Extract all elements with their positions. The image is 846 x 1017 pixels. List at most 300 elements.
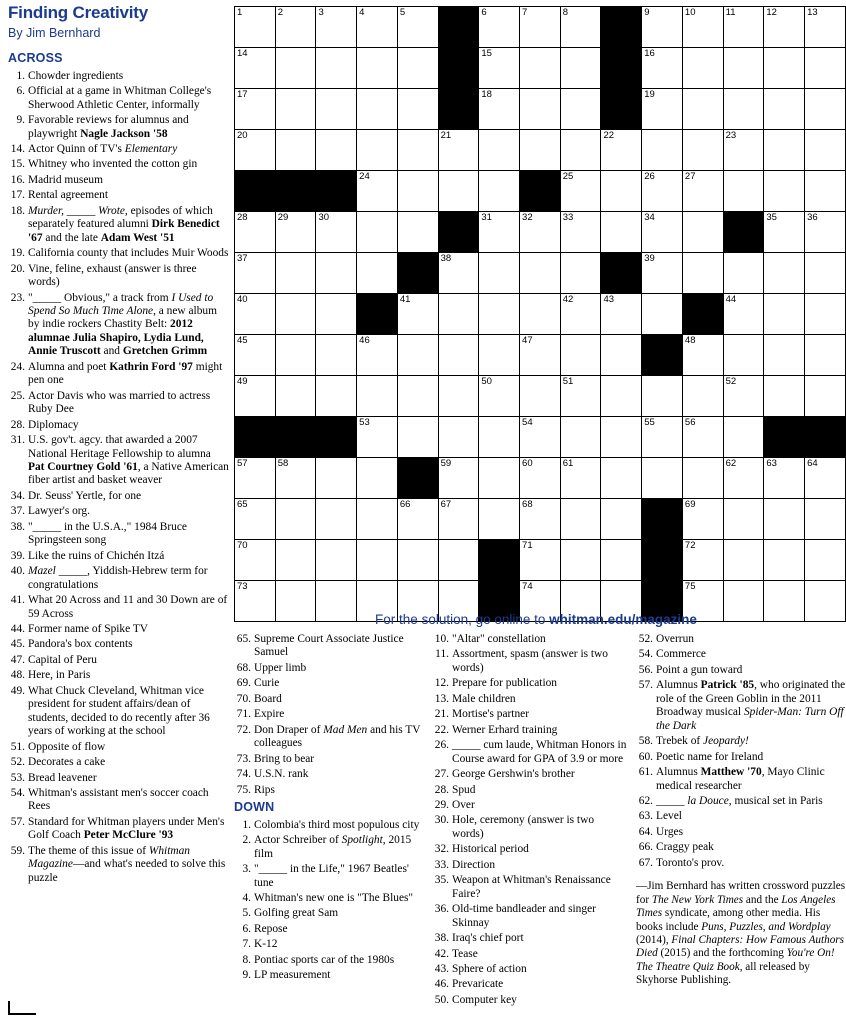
grid-cell[interactable]	[723, 171, 764, 212]
grid-cell[interactable]	[397, 212, 438, 253]
clue-item	[8, 143, 230, 156]
grid-cell[interactable]	[805, 335, 846, 376]
grid-row	[235, 417, 846, 458]
grid-cell[interactable]	[805, 48, 846, 89]
clue-item	[432, 799, 628, 812]
grid-cell[interactable]	[642, 7, 683, 48]
clue-number: 27.	[434, 768, 449, 781]
grid-cell[interactable]	[520, 130, 561, 171]
clue-text: Repose	[254, 922, 288, 935]
grid-cell-blocked	[316, 417, 357, 458]
grid-row	[235, 130, 846, 171]
grid-cell[interactable]	[601, 540, 642, 581]
grid-cell[interactable]	[479, 171, 520, 212]
clue-item	[234, 724, 424, 751]
grid-cell[interactable]	[397, 48, 438, 89]
grid-cell-number: 38	[440, 253, 452, 264]
grid-cell[interactable]	[764, 294, 805, 335]
grid-cell-number: 37	[237, 253, 248, 264]
clue-text: Curie	[254, 677, 280, 690]
clue-text: Craggy peak	[656, 841, 714, 854]
grid-cell[interactable]	[520, 458, 561, 499]
grid-cell[interactable]	[723, 89, 764, 130]
grid-cell[interactable]	[642, 376, 683, 417]
clue-item	[8, 816, 230, 843]
grid-cell[interactable]	[438, 130, 479, 171]
clue-number: 38.	[10, 520, 25, 533]
grid-cell[interactable]	[601, 171, 642, 212]
clue-number: 60.	[638, 750, 653, 763]
grid-cell[interactable]	[723, 376, 764, 417]
grid-cell[interactable]	[235, 294, 276, 335]
grid-cell[interactable]	[560, 499, 601, 540]
grid-cell[interactable]	[275, 458, 316, 499]
grid-cell-number: 42	[562, 294, 574, 305]
clue-number: 59.	[10, 844, 25, 857]
grid-cell[interactable]	[438, 335, 479, 376]
grid-cell[interactable]	[560, 335, 601, 376]
grid-cell[interactable]	[275, 335, 316, 376]
grid-cell[interactable]	[479, 294, 520, 335]
clue-item	[636, 735, 846, 748]
grid-cell[interactable]	[520, 7, 561, 48]
grid-cell[interactable]	[682, 499, 723, 540]
grid-cell[interactable]	[316, 294, 357, 335]
grid-cell[interactable]	[357, 253, 398, 294]
byline: By Jim Bernhard	[8, 25, 101, 40]
grid-cell[interactable]	[642, 171, 683, 212]
grid-cell[interactable]	[316, 458, 357, 499]
clue-text: Historical period	[452, 843, 529, 856]
grid-cell[interactable]	[357, 417, 398, 458]
grid-cell[interactable]	[520, 499, 561, 540]
grid-cell-number: 12	[766, 7, 777, 18]
grid-cell-number: 16	[644, 48, 655, 59]
grid-cell-number: 43	[603, 294, 615, 305]
grid-cell[interactable]	[682, 335, 723, 376]
grid-cell[interactable]	[316, 499, 357, 540]
grid-cell[interactable]	[560, 48, 601, 89]
grid-cell[interactable]	[805, 7, 846, 48]
grid-cell[interactable]	[723, 458, 764, 499]
grid-cell[interactable]	[520, 253, 561, 294]
clue-number: 71.	[236, 708, 251, 721]
grid-cell[interactable]	[520, 540, 561, 581]
clue-text: Poetic name for Ireland	[656, 750, 764, 763]
grid-cell-blocked	[642, 499, 683, 540]
clue-number: 57.	[638, 679, 653, 692]
grid-cell[interactable]	[764, 376, 805, 417]
grid-cell[interactable]	[479, 417, 520, 458]
grid-cell[interactable]	[357, 335, 398, 376]
grid-cell[interactable]	[520, 294, 561, 335]
grid-cell[interactable]	[397, 417, 438, 458]
grid-cell[interactable]	[235, 376, 276, 417]
grid-cell[interactable]	[275, 253, 316, 294]
clue-item	[432, 677, 628, 690]
grid-cell[interactable]	[275, 294, 316, 335]
grid-cell[interactable]	[479, 499, 520, 540]
clue-item	[8, 669, 230, 682]
clue-number: 29.	[434, 798, 449, 811]
grid-cell[interactable]	[560, 89, 601, 130]
clue-number: 31.	[10, 434, 25, 447]
grid-cell[interactable]	[520, 212, 561, 253]
grid-cell[interactable]	[805, 212, 846, 253]
grid-cell[interactable]	[601, 130, 642, 171]
grid-cell[interactable]	[560, 7, 601, 48]
grid-cell[interactable]	[357, 89, 398, 130]
grid-cell[interactable]	[357, 212, 398, 253]
grid-cell[interactable]	[764, 212, 805, 253]
clue-item	[234, 863, 424, 890]
grid-cell[interactable]	[764, 458, 805, 499]
grid-cell[interactable]	[764, 335, 805, 376]
grid-cell[interactable]	[682, 212, 723, 253]
clue-text: Rental agreement	[28, 189, 109, 202]
grid-cell[interactable]	[805, 171, 846, 212]
grid-cell[interactable]	[357, 48, 398, 89]
grid-cell[interactable]	[682, 130, 723, 171]
grid-cell[interactable]	[316, 335, 357, 376]
clue-item	[8, 70, 230, 83]
grid-cell[interactable]	[316, 130, 357, 171]
grid-cell[interactable]	[479, 130, 520, 171]
grid-cell[interactable]	[560, 458, 601, 499]
grid-cell-number: 34	[644, 212, 655, 223]
clue-number: 37.	[10, 505, 25, 518]
crossword-grid[interactable]	[234, 6, 846, 622]
grid-cell[interactable]	[805, 130, 846, 171]
clue-number: 70.	[236, 692, 251, 705]
grid-cell[interactable]	[642, 458, 683, 499]
clue-item	[8, 434, 230, 488]
grid-cell[interactable]	[438, 540, 479, 581]
clue-text: Capital of Peru	[28, 653, 97, 666]
grid-cell[interactable]	[682, 171, 723, 212]
clue-number: 35.	[434, 874, 449, 887]
grid-cell[interactable]	[357, 171, 398, 212]
clue-item	[636, 633, 846, 646]
grid-cell[interactable]	[560, 130, 601, 171]
grid-cell[interactable]	[601, 499, 642, 540]
grid-cell[interactable]	[764, 540, 805, 581]
grid-cell[interactable]	[805, 540, 846, 581]
clue-text: Like the ruins of Chichén Itzá	[28, 549, 165, 562]
grid-cell[interactable]	[479, 253, 520, 294]
grid-cell[interactable]	[805, 253, 846, 294]
clue-text: Sphere of action	[452, 962, 527, 975]
clue-item	[636, 841, 846, 854]
grid-cell[interactable]	[397, 335, 438, 376]
clue-list-down-1	[234, 819, 424, 983]
grid-cell[interactable]	[316, 253, 357, 294]
clue-number: 74.	[236, 768, 251, 781]
grid-cell[interactable]	[723, 294, 764, 335]
grid-cell[interactable]	[438, 294, 479, 335]
grid-cell[interactable]	[235, 499, 276, 540]
grid-cell[interactable]	[397, 171, 438, 212]
grid-cell[interactable]	[805, 294, 846, 335]
grid-cell[interactable]	[764, 130, 805, 171]
grid-cell-number: 62	[725, 458, 737, 469]
clue-text: Tease	[452, 947, 478, 960]
grid-cell[interactable]	[397, 376, 438, 417]
grid-cell[interactable]	[642, 89, 683, 130]
grid-cell[interactable]	[275, 376, 316, 417]
grid-cell[interactable]	[805, 89, 846, 130]
grid-cell-blocked	[601, 253, 642, 294]
clue-text: Old-time bandleader and singer Skinnay	[452, 903, 596, 929]
clue-item	[432, 859, 628, 872]
grid-cell[interactable]	[316, 376, 357, 417]
grid-cell[interactable]	[642, 417, 683, 458]
grid-cell[interactable]	[682, 7, 723, 48]
grid-cell[interactable]	[438, 376, 479, 417]
grid-cell[interactable]	[316, 540, 357, 581]
clue-text: Bring to bear	[254, 752, 315, 765]
grid-cell[interactable]	[235, 335, 276, 376]
grid-cell[interactable]	[560, 376, 601, 417]
clue-item	[8, 550, 230, 563]
grid-cell[interactable]	[805, 376, 846, 417]
grid-cell[interactable]	[520, 48, 561, 89]
grid-cell[interactable]	[397, 540, 438, 581]
grid-cell[interactable]	[682, 458, 723, 499]
clue-number: 7.	[242, 938, 251, 951]
clue-number: 5.	[242, 907, 251, 920]
grid-cell[interactable]	[560, 540, 601, 581]
clue-number: 3.	[242, 863, 251, 876]
clue-text: Over	[452, 798, 475, 811]
grid-cell[interactable]	[275, 48, 316, 89]
grid-cell[interactable]	[601, 294, 642, 335]
clue-number: 24.	[10, 360, 25, 373]
clue-number: 38.	[434, 932, 449, 945]
grid-cell[interactable]	[479, 7, 520, 48]
grid-cell[interactable]	[601, 335, 642, 376]
grid-cell[interactable]	[357, 130, 398, 171]
grid-cell-number: 3	[318, 7, 324, 18]
grid-cell-number: 40	[237, 294, 248, 305]
grid-cell[interactable]	[397, 89, 438, 130]
grid-cell[interactable]	[723, 540, 764, 581]
grid-cell[interactable]	[438, 171, 479, 212]
grid-cell-number: 27	[684, 171, 696, 182]
grid-cell-number: 64	[807, 458, 818, 469]
grid-cell[interactable]	[357, 540, 398, 581]
solution-note	[234, 612, 838, 627]
grid-cell[interactable]	[397, 130, 438, 171]
grid-row	[235, 499, 846, 540]
grid-cell[interactable]	[723, 48, 764, 89]
grid-cell[interactable]	[479, 89, 520, 130]
grid-cell[interactable]	[560, 253, 601, 294]
grid-cell[interactable]	[805, 458, 846, 499]
grid-row	[235, 212, 846, 253]
clue-number: 52.	[638, 633, 653, 645]
grid-cell-blocked	[235, 417, 276, 458]
clue-text: Alumnus Matthew '70, Mayo Clinic medical researcher	[656, 766, 825, 792]
grid-cell[interactable]	[764, 89, 805, 130]
grid-cell[interactable]	[235, 7, 276, 48]
clue-item	[234, 693, 424, 706]
grid-cell-number: 10	[684, 7, 696, 18]
grid-cell-number: 19	[644, 89, 655, 100]
clue-item	[432, 843, 628, 856]
grid-cell[interactable]	[357, 458, 398, 499]
grid-cell[interactable]	[357, 376, 398, 417]
grid-cell[interactable]	[601, 417, 642, 458]
clue-number: 39.	[10, 549, 25, 562]
grid-cell-blocked	[438, 48, 479, 89]
clue-text: Bread leavener	[28, 771, 97, 784]
clue-text: The theme of this issue of Whitman Magazine—and what's needed to solve this puzzle	[28, 844, 226, 884]
grid-cell[interactable]	[479, 335, 520, 376]
grid-cell[interactable]	[316, 212, 357, 253]
clue-text: Diplomacy	[28, 418, 79, 431]
grid-cell-number: 63	[766, 458, 777, 469]
clue-text: Spud	[452, 783, 476, 796]
grid-cell[interactable]	[275, 212, 316, 253]
grid-cell[interactable]	[642, 48, 683, 89]
grid-cell[interactable]	[642, 212, 683, 253]
grid-cell[interactable]	[764, 253, 805, 294]
grid-cell-number: 9	[644, 7, 650, 18]
clue-item	[8, 174, 230, 187]
grid-cell[interactable]	[682, 376, 723, 417]
clue-number: 2.	[242, 834, 251, 847]
grid-cell[interactable]	[723, 499, 764, 540]
grid-cell[interactable]	[438, 499, 479, 540]
clue-text: California county that includes Muir Woods	[28, 247, 229, 260]
grid-cell-number: 55	[644, 417, 655, 428]
grid-cell[interactable]	[520, 335, 561, 376]
clue-text: Alumna and poet Kathrin Ford '97 might pen one	[28, 360, 223, 387]
grid-cell-number: 74	[522, 581, 533, 592]
clue-item	[432, 633, 628, 646]
clue-text: Pontiac sports car of the 1980s	[254, 953, 395, 966]
grid-cell[interactable]	[397, 294, 438, 335]
clue-text: Assortment, spasm (answer is two words)	[452, 648, 608, 674]
grid-cell-number: 75	[684, 581, 696, 592]
grid-cell[interactable]	[560, 171, 601, 212]
grid-cell[interactable]	[235, 458, 276, 499]
grid-cell[interactable]	[520, 89, 561, 130]
grid-cell-number: 17	[237, 89, 248, 100]
grid-cell[interactable]	[397, 7, 438, 48]
grid-cell[interactable]	[438, 253, 479, 294]
grid-cell[interactable]	[560, 417, 601, 458]
clue-number: 48.	[10, 669, 25, 682]
grid-cell[interactable]	[764, 171, 805, 212]
grid-cell[interactable]	[438, 458, 479, 499]
grid-cell[interactable]	[316, 89, 357, 130]
grid-cell-number: 45	[237, 335, 248, 346]
grid-cell[interactable]	[479, 376, 520, 417]
clue-item	[432, 768, 628, 781]
grid-cell[interactable]	[438, 417, 479, 458]
grid-cell[interactable]	[560, 212, 601, 253]
grid-cell[interactable]	[723, 335, 764, 376]
grid-cell[interactable]	[275, 7, 316, 48]
grid-cell[interactable]	[479, 458, 520, 499]
grid-cell-number: 67	[440, 499, 452, 510]
grid-cell[interactable]	[764, 48, 805, 89]
grid-cell[interactable]	[235, 212, 276, 253]
grid-cell[interactable]	[275, 540, 316, 581]
grid-row	[235, 89, 846, 130]
grid-cell[interactable]	[642, 253, 683, 294]
grid-cell[interactable]	[275, 130, 316, 171]
clue-text: Whitman's assistant men's soccer coach Rees	[28, 786, 209, 813]
grid-cell[interactable]	[479, 212, 520, 253]
grid-cell[interactable]	[235, 48, 276, 89]
grid-cell[interactable]	[764, 499, 805, 540]
grid-cell[interactable]	[357, 499, 398, 540]
across-heading: ACROSS	[8, 51, 63, 65]
clue-item	[234, 768, 424, 781]
grid-cell[interactable]	[560, 294, 601, 335]
grid-cell[interactable]	[682, 417, 723, 458]
clue-number: 6.	[242, 922, 251, 935]
grid-cell-number: 46	[359, 335, 370, 346]
clue-text: What 20 Across and 11 and 30 Down are of 59 Across	[28, 594, 228, 620]
grid-cell[interactable]	[357, 7, 398, 48]
clue-text: Actor Schreiber of Spotlight, 2015 film	[254, 834, 412, 860]
grid-cell[interactable]	[316, 7, 357, 48]
grid-cell[interactable]	[723, 253, 764, 294]
grid-cell[interactable]	[642, 294, 683, 335]
grid-cell[interactable]	[316, 48, 357, 89]
grid-cell[interactable]	[397, 499, 438, 540]
clue-text: K-12	[254, 938, 278, 951]
grid-cell[interactable]	[235, 253, 276, 294]
grid-cell[interactable]	[764, 7, 805, 48]
clue-number: 36.	[434, 903, 449, 916]
clue-text: Don Draper of Mad Men and his TV colleagues	[254, 723, 421, 750]
page-corner-mark	[8, 1001, 36, 1015]
grid-cell[interactable]	[723, 130, 764, 171]
grid-cell[interactable]	[601, 458, 642, 499]
grid-cell[interactable]	[275, 89, 316, 130]
grid-cell[interactable]	[723, 7, 764, 48]
grid-cell[interactable]	[601, 212, 642, 253]
grid-cell[interactable]	[235, 540, 276, 581]
solution-link[interactable]: whitman.edu/magazine	[549, 612, 697, 627]
clue-text: Expire	[254, 708, 285, 721]
across-clues-column-1	[8, 48, 230, 887]
grid-cell[interactable]	[682, 253, 723, 294]
clue-item	[234, 907, 424, 920]
grid-cell[interactable]	[275, 499, 316, 540]
grid-cell[interactable]	[682, 540, 723, 581]
grid-cell[interactable]	[479, 48, 520, 89]
grid-cell[interactable]	[682, 48, 723, 89]
grid-cell[interactable]	[601, 376, 642, 417]
grid-cell[interactable]	[805, 499, 846, 540]
grid-cell[interactable]	[682, 89, 723, 130]
grid-cell[interactable]	[642, 130, 683, 171]
grid-cell[interactable]	[235, 89, 276, 130]
grid-cell[interactable]	[520, 376, 561, 417]
clue-item	[234, 662, 424, 675]
clue-item	[636, 679, 846, 733]
grid-cell[interactable]	[723, 417, 764, 458]
grid-cell[interactable]	[235, 130, 276, 171]
grid-cell[interactable]	[520, 417, 561, 458]
grid-cell-number: 32	[522, 212, 533, 223]
